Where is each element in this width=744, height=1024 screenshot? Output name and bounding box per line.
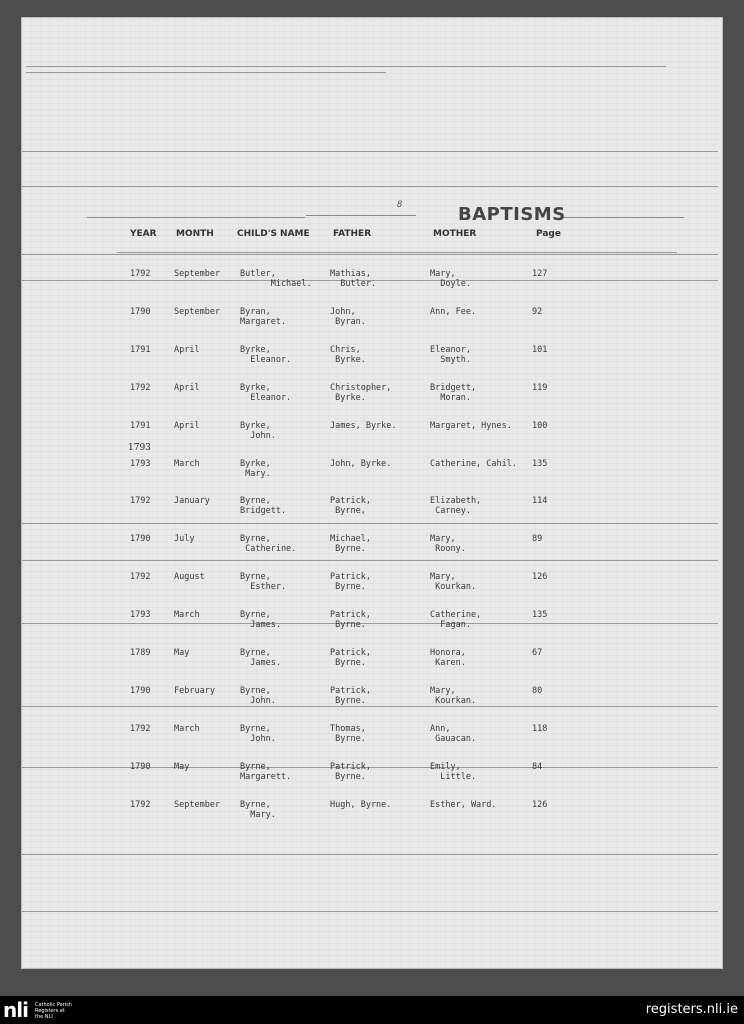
cell-child: Byrke, Mary. — [240, 459, 271, 479]
cell-month: April — [174, 383, 200, 393]
cell-page: 114 — [532, 496, 548, 506]
cell-mother: Emily, Little. — [430, 762, 477, 782]
cell-year: 1791 — [130, 345, 151, 355]
nli-logo: nli — [3, 998, 28, 1022]
cell-mother: Esther, Ward. — [430, 800, 497, 810]
scan-line — [26, 72, 386, 73]
cell-month: July — [174, 534, 195, 544]
cell-mother: Catherine, Cahil. — [430, 459, 517, 469]
cell-month: February — [174, 686, 215, 696]
cell-father: Thomas, Byrne. — [330, 724, 366, 744]
cell-child: Byrne, Mary. — [240, 800, 276, 820]
cell-page: 89 — [532, 534, 543, 544]
cell-year: 1789 — [130, 648, 151, 658]
cell-child: Byrne, Margarett. — [240, 762, 292, 782]
cell-father: Patrick, Byrne. — [330, 648, 371, 668]
cell-mother: Margaret, Hynes. — [430, 421, 512, 431]
cell-month: March — [174, 724, 200, 734]
register-page — [22, 18, 722, 968]
cell-mother: Bridgett, Moran. — [430, 383, 477, 403]
cell-father: Patrick, Byrne. — [330, 762, 371, 782]
col-header-year: YEAR — [130, 229, 157, 239]
cell-year: 1790 — [130, 534, 151, 544]
cell-year: 1793 — [130, 610, 151, 620]
cell-mother: Mary, Doyle. — [430, 269, 471, 289]
scan-line — [22, 706, 718, 707]
cell-father: Michael, Byrne. — [330, 534, 371, 554]
cell-month: September — [174, 307, 221, 317]
cell-page: 119 — [532, 383, 548, 393]
cell-page: 100 — [532, 421, 548, 431]
cell-child: Byrne, Esther. — [240, 572, 287, 592]
scan-line — [22, 911, 718, 912]
cell-month: March — [174, 459, 200, 469]
col-header-month: MONTH — [176, 229, 214, 239]
page-marker: 8 — [397, 200, 403, 210]
cell-mother: Ann, Gauacan. — [430, 724, 477, 744]
scan-line — [22, 854, 718, 855]
cell-year: 1792 — [130, 724, 151, 734]
cell-year: 1792 — [130, 496, 151, 506]
scan-line — [22, 186, 718, 187]
cell-year: 1790 — [130, 762, 151, 772]
cell-page: 101 — [532, 345, 548, 355]
cell-page: 127 — [532, 269, 548, 279]
cell-child: Byrne, James. — [240, 610, 281, 630]
cell-father: John, Byrke. — [330, 459, 392, 469]
cell-page: 67 — [532, 648, 543, 658]
cell-mother: Ann, Fee. — [430, 307, 477, 317]
scan-line — [22, 560, 718, 561]
cell-page: 126 — [532, 800, 548, 810]
cell-page: 92 — [532, 307, 543, 317]
cell-year: 1791 — [130, 421, 151, 431]
cell-year: 1792 — [130, 800, 151, 810]
scan-line — [22, 254, 718, 255]
cell-father: Chris, Byrke. — [330, 345, 366, 365]
cell-year: 1790 — [130, 307, 151, 317]
cell-child: Byrke, Eleanor. — [240, 383, 292, 403]
cell-child: Byrne, Catherine. — [240, 534, 297, 554]
scan-line — [26, 66, 666, 67]
cell-page: 80 — [532, 686, 543, 696]
cell-mother: Mary, Roony. — [430, 534, 466, 554]
cell-child: Byrne, John. — [240, 724, 276, 744]
cell-mother: Mary, Kourkan. — [430, 572, 477, 592]
cell-month: May — [174, 648, 190, 658]
cell-year: 1793 — [130, 459, 151, 469]
cell-child: Byrke, John. — [240, 421, 276, 441]
cell-mother: Catherine, Fagan. — [430, 610, 482, 630]
title-rule — [564, 217, 684, 218]
cell-mother: Elizabeth, Carney. — [430, 496, 482, 516]
cell-father: John, Byran. — [330, 307, 366, 327]
col-header-child: CHILD'S NAME — [237, 229, 310, 239]
scan-line — [22, 151, 718, 152]
site-link[interactable]: registers.nli.ie — [645, 1002, 738, 1017]
cell-page: 118 — [532, 724, 548, 734]
cell-page: 84 — [532, 762, 543, 772]
cell-mother: Mary, Kourkan. — [430, 686, 477, 706]
cell-child: Byrke, Eleanor. — [240, 345, 292, 365]
cell-father: Patrick, Byrne. — [330, 610, 371, 630]
cell-father: Hugh, Byrne. — [330, 800, 392, 810]
cell-child: Byrne, John. — [240, 686, 276, 706]
cell-father: Patrick, Byrne. — [330, 686, 371, 706]
page-title: BAPTISMS — [458, 204, 566, 225]
logo-caption: Catholic Parish Registers at the NLI — [35, 1002, 72, 1020]
cell-father: Mathias, Butler. — [330, 269, 377, 289]
cell-child: Butler, Michael. — [240, 269, 312, 289]
title-rule — [87, 217, 305, 218]
col-header-mother: MOTHER — [433, 229, 477, 239]
cell-month: August — [174, 572, 205, 582]
cell-month: March — [174, 610, 200, 620]
cell-month: September — [174, 800, 221, 810]
cell-father: Patrick, Byrne. — [330, 572, 371, 592]
cell-page: 135 — [532, 610, 548, 620]
cell-year: 1790 — [130, 686, 151, 696]
cell-month: April — [174, 345, 200, 355]
cell-year: 1792 — [130, 383, 151, 393]
cell-child: Byran, Margaret. — [240, 307, 287, 327]
cell-father: James, Byrke. — [330, 421, 397, 431]
cell-father: Patrick, Byrne, — [330, 496, 371, 516]
scan-line — [22, 523, 718, 524]
cell-month: January — [174, 496, 210, 506]
cell-child: Byrne, Bridgett. — [240, 496, 287, 516]
title-rule — [306, 215, 416, 216]
col-header-father: FATHER — [333, 229, 372, 239]
cell-page: 126 — [532, 572, 548, 582]
cell-page: 135 — [532, 459, 548, 469]
cell-month: May — [174, 762, 190, 772]
cell-child: Byrne, James. — [240, 648, 281, 668]
footer-bar — [0, 996, 744, 1024]
col-header-page: Page — [536, 229, 561, 239]
handwritten-year-note: 1793 — [128, 443, 151, 453]
cell-month: April — [174, 421, 200, 431]
cell-mother: Eleanor, Smyth. — [430, 345, 471, 365]
cell-month: September — [174, 269, 221, 279]
cell-mother: Honora, Karen. — [430, 648, 466, 668]
header-rule — [117, 252, 677, 253]
cell-year: 1792 — [130, 572, 151, 582]
cell-year: 1792 — [130, 269, 151, 279]
cell-father: Christopher, Byrke. — [330, 383, 392, 403]
